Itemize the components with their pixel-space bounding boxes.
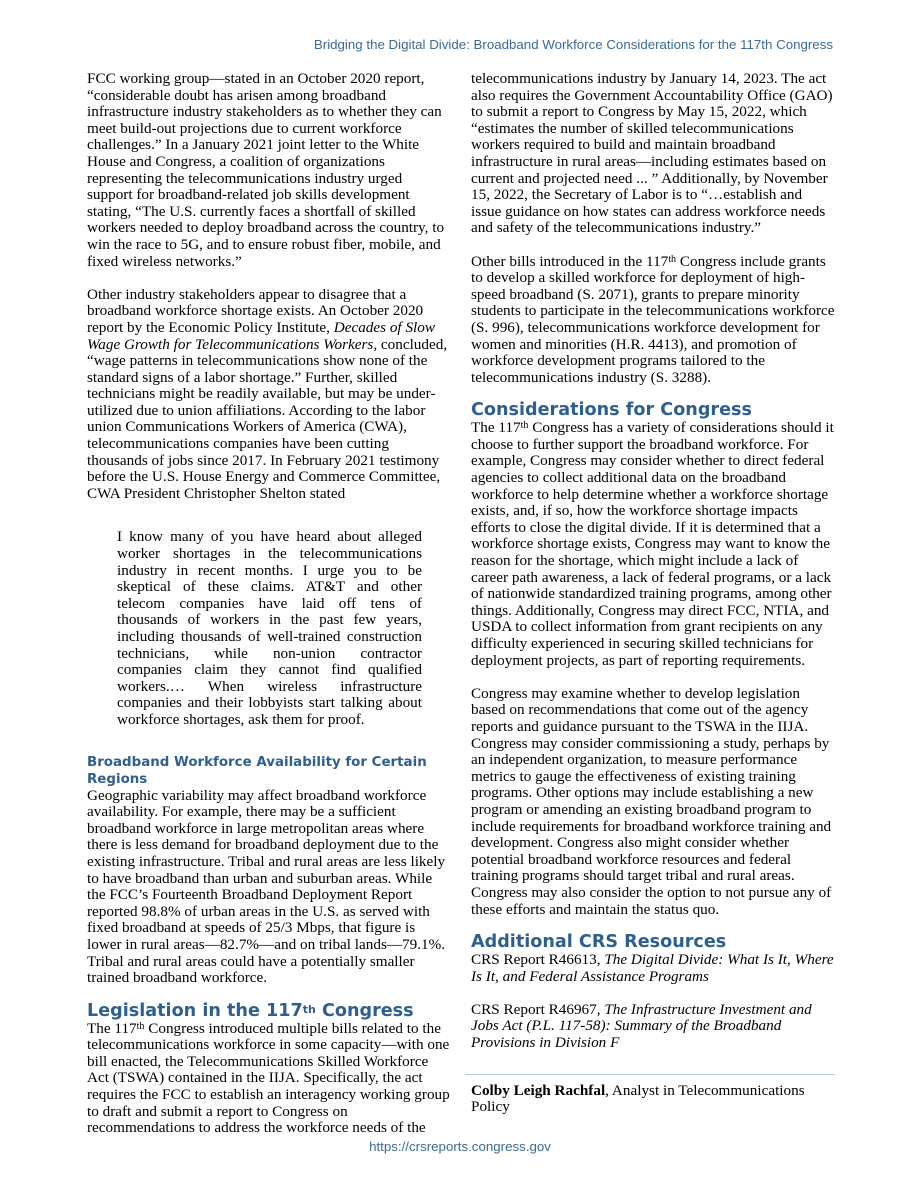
report-title-link[interactable]: The Infrastructure Investment and Jobs Act (P.L. 117-58): Summary of the Broadband Provisions in Division F bbox=[471, 1000, 812, 1052]
section-heading-regions: Broadband Workforce Availability for Certain Regions bbox=[87, 754, 427, 787]
superscript: th bbox=[136, 1020, 145, 1032]
testimony-quote: I know many of you have heard about alleged worker shortages in the telecommunications industry in recent months. I urge you to be skeptical of these claims. AT&T and other telecom companies have laid off tens of thousands of workers in the past few years, including thousands of well-trained construction technicians, while non-union contractor companies claim they cannot find qualified workers.… When wireless infrastructure companies and their lobbyists start talking about workforce shortages, ask them for proof. bbox=[117, 528, 422, 728]
paragraph: Geographic variability may affect broadband workforce availability. For example, there may be a sufficient broadband workforce in large metropolitan areas where there is less demand for broadband deployment due to the existing infrastructure. Tribal and rural areas are less likely to have broadband than urban and suburban areas. While the FCC’s Fourteenth Broadband Deployment Report reported 98.8% of urban areas in the U.S. as served with fixed broadband at speeds of 25/3 Mbps, that figure is lower in rural areas—82.7%—and on tribal lands—79.1%. Tribal and rural areas could have a potentially smaller trained broadband workforce. bbox=[87, 786, 446, 987]
heading-text: Congress bbox=[315, 1000, 414, 1021]
superscript: th bbox=[520, 420, 529, 432]
text: The 117 bbox=[471, 419, 521, 437]
text: Other bills introduced in the 117 bbox=[471, 252, 669, 270]
heading-text: Legislation in the 117 bbox=[87, 1000, 303, 1021]
text: The 117 bbox=[87, 1019, 137, 1037]
author-role: , Analyst in Telecommunications Policy bbox=[471, 1081, 805, 1116]
section-heading-considerations: Considerations for Congress bbox=[471, 400, 752, 421]
text: Congress include grants to develop a skilled workforce for deployment of high-speed broadband (S. 2071), grants to prepare minority students to participate in the telecommunications workforce (S. 996), telecommunications workforce development for women and minorities (H.R. 4413), and promotion of workforce development programs tailored to the telecommunications industry (S. 3288). bbox=[471, 252, 835, 386]
paragraph: telecommunications industry by January 14, 2023. The act also requires the Government Accountability Office (GAO) to submit a report to Congress by May 15, 2022, which “estimates the number of skilled telecommunications workers required to build and maintain broadband infrastructure in rural areas—including estimates based on current and projected need ... ” Additionally, by November 15, 2022, the Secretary of Labor is to “…establish and issue guidance on how states can address workforce needs and safety of the telecommunications industry.” bbox=[471, 70, 833, 237]
report-title-link[interactable]: The Digital Divide: What Is It, Where Is It, and Federal Assistance Programs bbox=[471, 951, 834, 985]
right-column bbox=[471, 71, 835, 1116]
paragraph bbox=[87, 1021, 451, 1137]
superscript: th bbox=[302, 1002, 316, 1016]
footer-url-link[interactable]: https://crsreports.congress.gov bbox=[369, 1139, 551, 1154]
running-header: Bridging the Digital Divide: Broadband Workforce Considerations for the 117th Congress bbox=[313, 37, 833, 52]
paragraph: FCC working group—stated in an October 2020 report, “considerable doubt has arisen among broadband infrastructure industry stakeholders as to whether they can meet build-out projections due to current workforce challenges.” In a January 2021 joint letter to the White House and Congress, a coalition of organizations representing the telecommunications industry urged support for broadband-related job skills development stating, “The U.S. currently faces a shortfall of skilled workers needed to deploy broadband across the country, to win the race to 5G, and to ensure robust fiber, mobile, and fixed wireless networks.” bbox=[87, 70, 445, 270]
section-heading-legislation bbox=[87, 1001, 451, 1021]
report-number: CRS Report R46967, bbox=[471, 1000, 605, 1018]
author-byline bbox=[471, 1083, 835, 1116]
text: , concluded, “wage patterns in telecommunications show none of the standard signs of a labor shortage.” Further, skilled technicians might be readily available, but may be under-utilized due to union affiliations. According to the labor union Communications Workers of America (CWA), telecommunications companies have been cutting thousands of jobs since 2017. In February 2021 testimony before the U.S. House Energy and Commerce Committee, CWA President Christopher Shelton stated bbox=[87, 335, 448, 502]
author-name: Colby Leigh Rachfal bbox=[471, 1081, 606, 1099]
paragraph: Congress may examine whether to develop legislation based on recommendations that come out of the agency reports and guidance pursuant to the TSWA in the IIJA. Congress may consider commissioning a study, perhaps by an independent organization, to measure performance metrics to gauge the effectiveness of existing training programs. Other options may include establishing a new program or amending an existing broadband program to include requirements for broadband workforce training and development. Congress also might consider whether potential broadband workforce resources and federal training programs should target tribal and rural areas. Congress may also consider the option to not pursue any of these efforts and maintain the status quo. bbox=[471, 684, 832, 918]
paragraph bbox=[471, 254, 835, 387]
paragraph bbox=[87, 287, 451, 503]
superscript: th bbox=[668, 253, 677, 265]
report-number: CRS Report R46613, bbox=[471, 951, 605, 969]
left-column bbox=[87, 71, 451, 1137]
resource-item bbox=[471, 1002, 835, 1052]
divider bbox=[465, 1074, 835, 1075]
text: Congress introduced multiple bills related to the telecommunications workforce in some capacity—with one bill enacted, the Telecommunications Skilled Workforce Act (TSWA) contained in the IIJA. Specifically, the act requires the FCC to establish an interagency working group to draft and submit a report to Congress on recommendations to address the workforce needs of the bbox=[87, 1019, 450, 1137]
text: Other industry stakeholders appear to disagree that a broadband workforce shortage exists. An October 2020 report by the Economic Policy Institute, bbox=[87, 285, 424, 336]
resource-item bbox=[471, 952, 835, 985]
report-title: Decades of Slow Wage Growth for Telecommunications Workers bbox=[87, 318, 435, 353]
section-heading-resources: Additional CRS Resources bbox=[471, 932, 727, 953]
paragraph bbox=[471, 420, 835, 669]
text: Congress has a variety of considerations should it choose to further support the broadband workforce. For example, Congress may consider whether to direct federal agencies to collect additional data on the broadband workforce to help determine whether a workforce shortage exists, and, if so, how the workforce shortage impacts efforts to close the digital divide. If it is determined that a workforce shortage exists, Congress may want to know the reason for the shortage, which might include a lack of career path awareness, a lack of federal programs, or a lack of nationwide standardized training programs, among other things. Additionally, Congress may direct FCC, NTIA, and USDA to collect information from grant recipients on any difficulty experienced in securing skilled technicians for deployment projects, as part of reporting requirements. bbox=[471, 419, 834, 669]
